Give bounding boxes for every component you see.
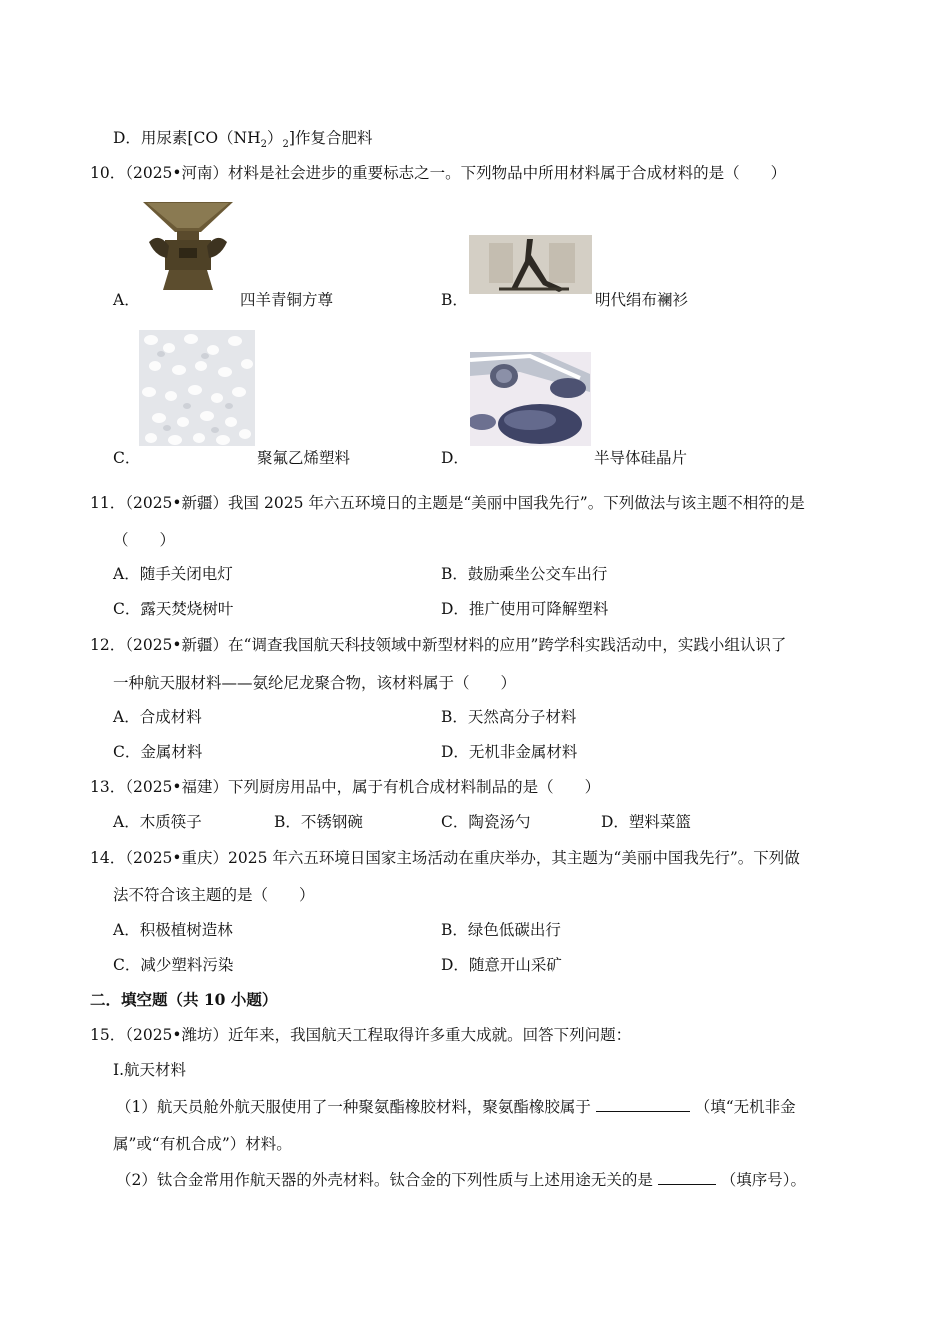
q10-option-b-letter: B． xyxy=(441,291,468,309)
q10-option-a-label: 四羊青铜方尊 xyxy=(240,291,334,309)
silicon-wafer-image xyxy=(470,352,591,446)
q12-stem: 12．（2025•新疆）在“调查我国航天科技领域中新型材料的应用”跨学科实践活动中，实践小组认识了 xyxy=(90,636,787,654)
q10-option-b-label: 明代绢布襕衫 xyxy=(595,291,689,309)
q13-option-b: B．不锈钢碗 xyxy=(274,813,363,831)
q11-option-c: C．露天焚烧树叶 xyxy=(113,600,234,618)
silk-robe-image xyxy=(469,235,592,294)
q15-sub1-text: （1）航天员舱外航天服使用了一种聚氨酯橡胶材料，聚氨酯橡胶属于 xyxy=(116,1098,596,1116)
subscript: 2 xyxy=(260,139,267,150)
q15-sub1 xyxy=(116,1095,796,1118)
answer-blank-1[interactable] xyxy=(596,1095,690,1112)
q9-option-d xyxy=(113,127,372,152)
q15-sub2 xyxy=(116,1168,806,1191)
q15-sub1-line2: 属”或“有机合成”）材料。 xyxy=(113,1135,292,1153)
q12-option-b: B．天然高分子材料 xyxy=(441,708,577,726)
q9-option-d-text: D．用尿素[CO（NH xyxy=(113,129,261,147)
section-heading: 二．填空题（共 10 小题） xyxy=(90,990,278,1009)
q12-option-c: C．金属材料 xyxy=(113,743,203,761)
q14-option-d: D．随意开山采矿 xyxy=(441,956,562,974)
q13-stem: 13．（2025•福建）下列厨房用品中，属于有机合成材料制品的是（ ） xyxy=(90,778,601,796)
answer-blank-2[interactable] xyxy=(658,1168,716,1185)
q13-option-c: C．陶瓷汤勺 xyxy=(441,813,531,831)
q10-option-a-letter: A． xyxy=(113,291,140,309)
q14-stem-line2: 法不符合该主题的是（ ） xyxy=(113,886,315,904)
q11-option-b: B．鼓励乘坐公交车出行 xyxy=(441,565,608,583)
q13-option-d: D．塑料菜篮 xyxy=(601,813,691,831)
q15-sub2-text: （2）钛合金常用作航天器的外壳材料。钛合金的下列性质与上述用途无关的是 xyxy=(116,1171,658,1189)
q11-stem: 11．（2025•新疆）我国 2025 年六五环境日的主题是“美丽中国我先行”。下列做法与该主题不相符的是 xyxy=(90,494,805,512)
bronze-vessel-image xyxy=(139,198,237,294)
q10-option-d-letter: D． xyxy=(441,449,469,467)
q14-option-c: C．减少塑料污染 xyxy=(113,956,234,974)
q10-stem: 10．（2025•河南）材料是社会进步的重要标志之一。下列物品中所用材料属于合成材料的是（ ） xyxy=(90,164,787,182)
q15-sub1-tail: （填“无机非金 xyxy=(689,1098,796,1116)
plastic-pellets-image xyxy=(139,330,255,446)
q12-option-d: D．无机非金属材料 xyxy=(441,743,578,761)
q15-part-heading: Ⅰ.航天材料 xyxy=(113,1061,187,1079)
q12-option-a: A．合成材料 xyxy=(113,708,202,726)
q10-option-d-label: 半导体硅晶片 xyxy=(594,449,688,467)
q15-sub2-tail: （填序号）。 xyxy=(715,1171,806,1189)
q11-option-d: D．推广使用可降解塑料 xyxy=(441,600,609,618)
q10-option-c-label: 聚氟乙烯塑料 xyxy=(257,449,351,467)
q12-stem-line2: 一种航天服材料——氨纶尼龙聚合物，该材料属于（ ） xyxy=(113,674,517,692)
subscript: 2 xyxy=(282,139,289,150)
q11-stem-bracket: （ ） xyxy=(113,531,176,549)
q14-option-a: A．积极植树造林 xyxy=(113,921,233,939)
q9-option-d-mid: ） xyxy=(267,129,283,147)
q14-option-b: B．绿色低碳出行 xyxy=(441,921,561,939)
q11-option-a: A．随手关闭电灯 xyxy=(113,565,233,583)
q9-option-d-end: ]作复合肥料 xyxy=(288,129,373,147)
q13-option-a: A．木质筷子 xyxy=(113,813,202,831)
q15-stem: 15．（2025•潍坊）近年来，我国航天工程取得许多重大成就。回答下列问题： xyxy=(90,1026,632,1044)
q14-stem: 14．（2025•重庆）2025 年六五环境日国家主场活动在重庆举办，其主题为“美丽中国我先行”。下列做 xyxy=(90,849,800,867)
q10-option-c-letter: C． xyxy=(113,449,141,467)
